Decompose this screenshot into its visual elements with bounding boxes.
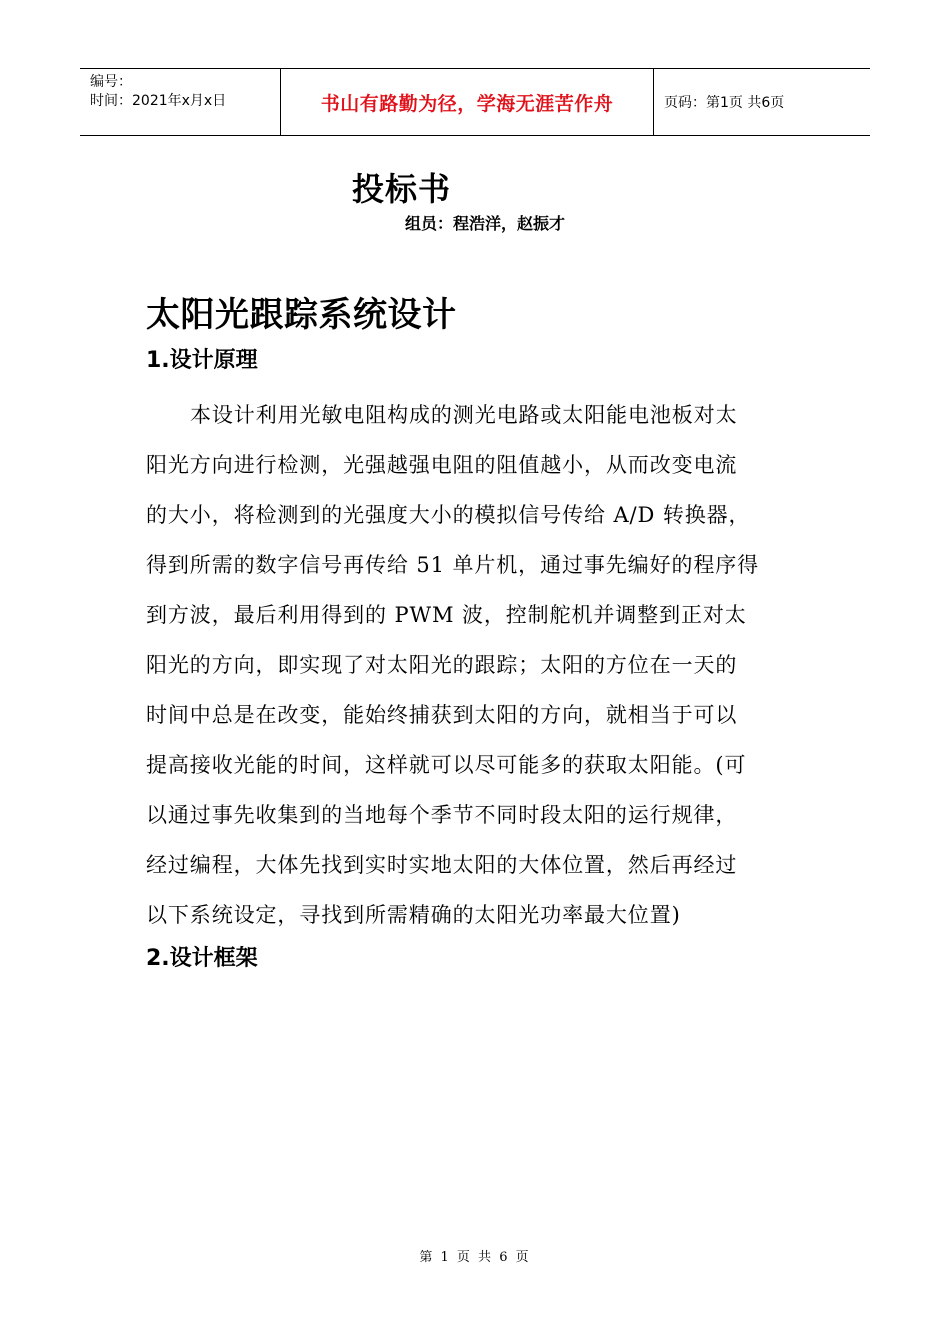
document-date: 时间：2021年x月x日 [90, 93, 227, 109]
page-header [80, 68, 870, 136]
paragraph-line: 经过编程，大体先找到实时实地太阳的大体位置，然后再经过 [146, 853, 738, 877]
section-heading-framework: 2.设计框架 [146, 946, 258, 971]
paragraph-line: 本设计利用光敏电阻构成的测光电路或太阳能电池板对太 [190, 403, 738, 427]
page-footer: 第 1 页 共 6 页 [419, 1250, 531, 1265]
paragraph-line: 提高接收光能的时间，这样就可以尽可能多的获取太阳能。(可 [146, 753, 747, 777]
header-meta [80, 69, 281, 135]
header-motto: 书山有路勤为径，学海无涯苦作舟 [281, 69, 654, 135]
paragraph-line: 阳光方向进行检测，光强越强电阻的阻值越小，从而改变电流 [146, 453, 738, 477]
document-title: 投标书 [352, 170, 452, 208]
document-number-label: 编号： [90, 74, 132, 90]
paragraph-line: 时间中总是在改变，能始终捕获到太阳的方向，就相当于可以 [146, 703, 738, 727]
team-members: 组员：程浩洋，赵振才 [405, 214, 566, 233]
paragraph-line: 得到所需的数字信号再传给 51 单片机，通过事先编好的程序得 [146, 553, 760, 577]
header-page-info: 页码：第1页 共6页 [664, 95, 785, 111]
paragraph-line: 以通过事先收集到的当地每个季节不同时段太阳的运行规律， [146, 803, 738, 827]
section-heading-principle: 1.设计原理 [146, 348, 258, 373]
paragraph-line: 以下系统设定，寻找到所需精确的太阳光功率最大位置) [146, 903, 681, 927]
paragraph-line: 阳光的方向，即实现了对太阳光的跟踪；太阳的方位在一天的 [146, 653, 738, 677]
main-heading: 太阳光跟踪系统设计 [146, 295, 457, 335]
paragraph-line: 到方波，最后利用得到的 PWM 波，控制舵机并调整到正对太 [146, 603, 747, 627]
paragraph-line: 的大小，将检测到的光强度大小的模拟信号传给 A/D 转换器， [146, 503, 751, 527]
section-body-principle [146, 390, 808, 940]
